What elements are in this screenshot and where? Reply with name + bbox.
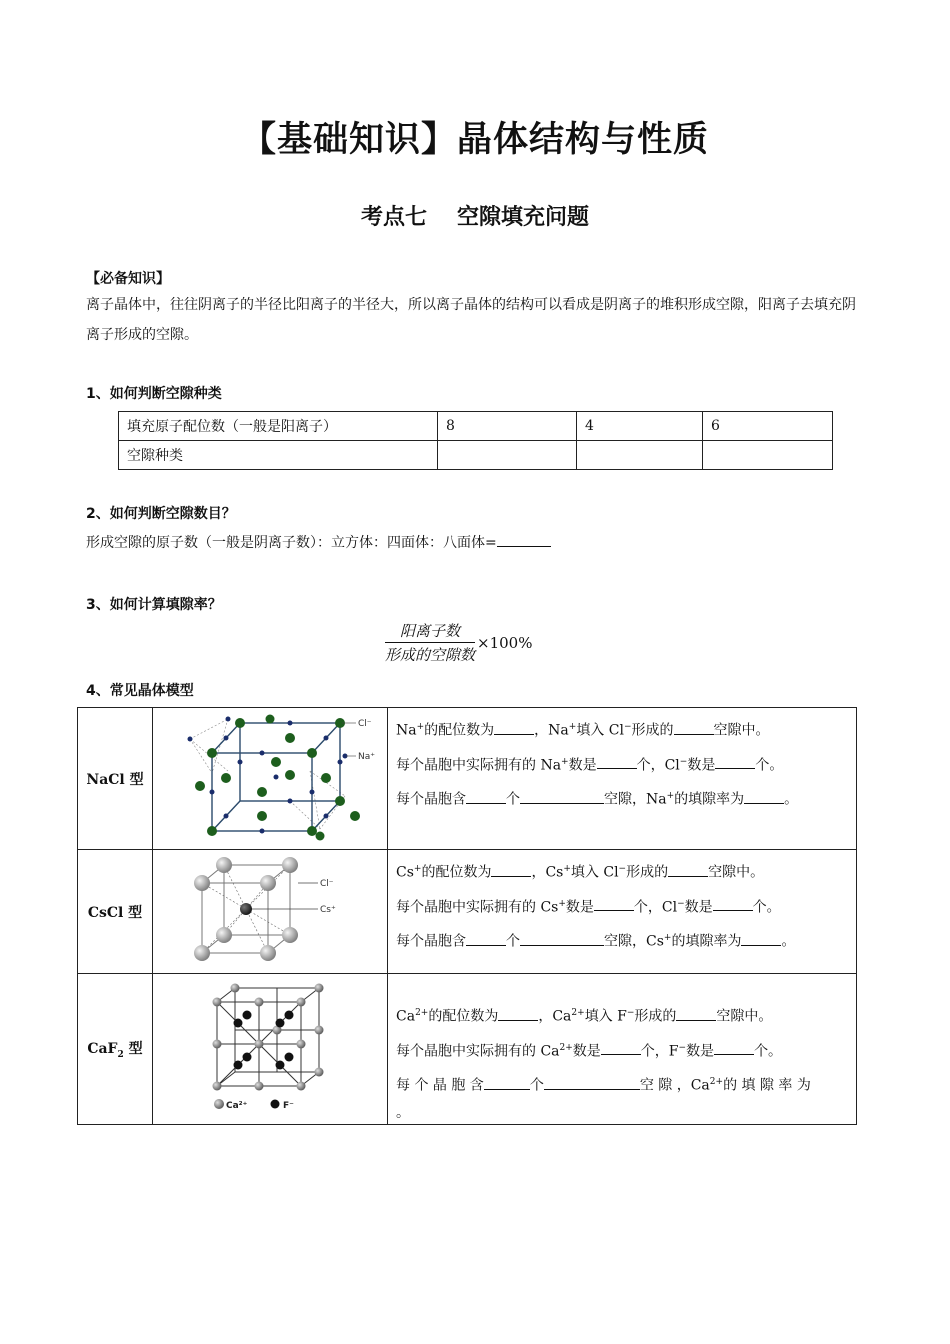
numerator: 阳离子数 bbox=[385, 620, 475, 643]
answer-blank[interactable] bbox=[484, 1075, 530, 1090]
answer-blank[interactable] bbox=[491, 862, 531, 877]
nacl-na-legend: Na⁺ bbox=[358, 751, 375, 762]
q3-heading: 3、如何计算填隙率？ bbox=[86, 597, 222, 613]
page-subtitle bbox=[0, 200, 950, 231]
nacl-label: NaCl 型 bbox=[78, 708, 153, 850]
answer-blank[interactable] bbox=[494, 720, 534, 735]
answer-blank[interactable] bbox=[668, 862, 708, 877]
table-row bbox=[78, 850, 857, 974]
q4-heading: 4、常见晶体模型 bbox=[86, 683, 194, 699]
answer-blank[interactable] bbox=[597, 754, 637, 769]
denominator: 形成的空隙数 bbox=[385, 646, 476, 664]
required-knowledge-text: 离子晶体中，往往阴离子的半径比阳离子的半径大，所以离子晶体的结构可以看成是阴离子的堆积形成空隙，阳离子去填充阴离子形成的空隙。 bbox=[86, 297, 856, 343]
caf2-line-1: $Ca^{2+}$的配位数为 ，$Ca^{2+}$填入 F−形成的 空隙中。 bbox=[396, 998, 848, 1033]
nacl-structure-image bbox=[153, 708, 388, 850]
void-type-table bbox=[118, 411, 833, 470]
times-100-percent: ×100% bbox=[477, 633, 533, 652]
table-cell: 空隙种类 bbox=[119, 441, 438, 470]
required-knowledge-heading: 【必备知识】 bbox=[86, 271, 170, 287]
answer-blank[interactable] bbox=[520, 931, 604, 946]
cscl-line-1: Cs+的配位数为 ，Cs+填入 Cl−形成的 空隙中。 bbox=[396, 854, 848, 889]
q2-heading: 2、如何判断空隙数目？ bbox=[86, 506, 236, 522]
caf2-cell-diagram bbox=[205, 982, 335, 1112]
answer-blank[interactable] bbox=[466, 931, 506, 946]
subtitle-topic-number: 考点七 bbox=[360, 205, 427, 230]
fraction bbox=[385, 620, 475, 665]
table-row bbox=[78, 708, 857, 850]
cscl-line-3: 每个晶胞含 个 空隙，Cs+的填隙率为 。 bbox=[396, 923, 848, 958]
table-row bbox=[119, 412, 833, 441]
answer-blank[interactable] bbox=[498, 1006, 538, 1021]
table-cell: 8 bbox=[438, 412, 577, 441]
caf2-ca-legend: Ca²⁺ bbox=[226, 1100, 248, 1111]
answer-blank[interactable] bbox=[713, 896, 753, 911]
cscl-cell-diagram bbox=[190, 855, 350, 965]
table-cell: 4 bbox=[577, 412, 703, 441]
q1-heading: 1、如何判断空隙种类 bbox=[86, 386, 222, 402]
table-cell: 6 bbox=[703, 412, 833, 441]
nacl-cl-legend: Cl⁻ bbox=[358, 718, 372, 729]
nacl-line-3: 每个晶胞含 个 空隙，Na+的填隙率为 。 bbox=[396, 781, 848, 816]
nacl-cell-diagram bbox=[170, 711, 375, 843]
answer-blank[interactable] bbox=[601, 1040, 641, 1055]
table-cell bbox=[703, 441, 833, 470]
answer-blank[interactable] bbox=[520, 789, 604, 804]
table-cell bbox=[438, 441, 577, 470]
caf2-line-3: 每 个 晶 胞 含 个 空 隙 ，$Ca^{2+}$的 填 隙 率 为 bbox=[396, 1067, 848, 1102]
caf2-structure-image bbox=[153, 974, 388, 1125]
cscl-label: CsCl 型 bbox=[78, 850, 153, 974]
nacl-line-1: Na+的配位数为 ，Na+填入 Cl−形成的 空隙中。 bbox=[396, 712, 848, 747]
page-title: 【基础知识】晶体结构与性质 bbox=[240, 120, 709, 160]
table-row bbox=[119, 441, 833, 470]
subtitle-topic-name: 空隙填充问题 bbox=[457, 205, 590, 230]
caf2-f-legend: F⁻ bbox=[283, 1100, 294, 1111]
cscl-line-2: 每个晶胞中实际拥有的 Cs+数是 个，Cl−数是 个。 bbox=[396, 889, 848, 924]
table-cell: 填充原子配位数（一般是阳离子） bbox=[119, 412, 438, 441]
answer-blank[interactable] bbox=[466, 789, 506, 804]
cscl-cs-legend: Cs⁺ bbox=[320, 904, 336, 915]
answer-blank[interactable] bbox=[674, 720, 714, 735]
answer-blank[interactable] bbox=[744, 789, 784, 804]
caf2-label: CaF$_2$ 型 bbox=[78, 974, 153, 1125]
answer-blank[interactable] bbox=[741, 931, 781, 946]
answer-blank[interactable] bbox=[676, 1006, 716, 1021]
cscl-questions bbox=[388, 850, 857, 974]
crystal-model-table bbox=[77, 707, 857, 1125]
caf2-line-2: 每个晶胞中实际拥有的 $Ca^{2+}$数是 个，F−数是 个。 bbox=[396, 1033, 848, 1068]
cscl-cl-legend: Cl⁻ bbox=[320, 878, 334, 889]
nacl-questions bbox=[388, 708, 857, 850]
nacl-line-2: 每个晶胞中实际拥有的 Na+数是 个，Cl−数是 个。 bbox=[396, 747, 848, 782]
q2-text: 形成空隙的原子数（一般是阴离子数）：立方体：四面体：八面体= bbox=[86, 528, 866, 558]
table-row bbox=[78, 974, 857, 1125]
answer-blank[interactable] bbox=[544, 1075, 640, 1090]
answer-blank[interactable] bbox=[497, 532, 551, 547]
cscl-structure-image bbox=[153, 850, 388, 974]
answer-blank[interactable] bbox=[715, 754, 755, 769]
table-cell bbox=[577, 441, 703, 470]
caf2-questions bbox=[388, 974, 857, 1125]
answer-blank[interactable] bbox=[594, 896, 634, 911]
caf2-line-4: 。 bbox=[396, 1104, 410, 1121]
answer-blank[interactable] bbox=[714, 1040, 754, 1055]
fill-rate-formula bbox=[385, 620, 532, 665]
